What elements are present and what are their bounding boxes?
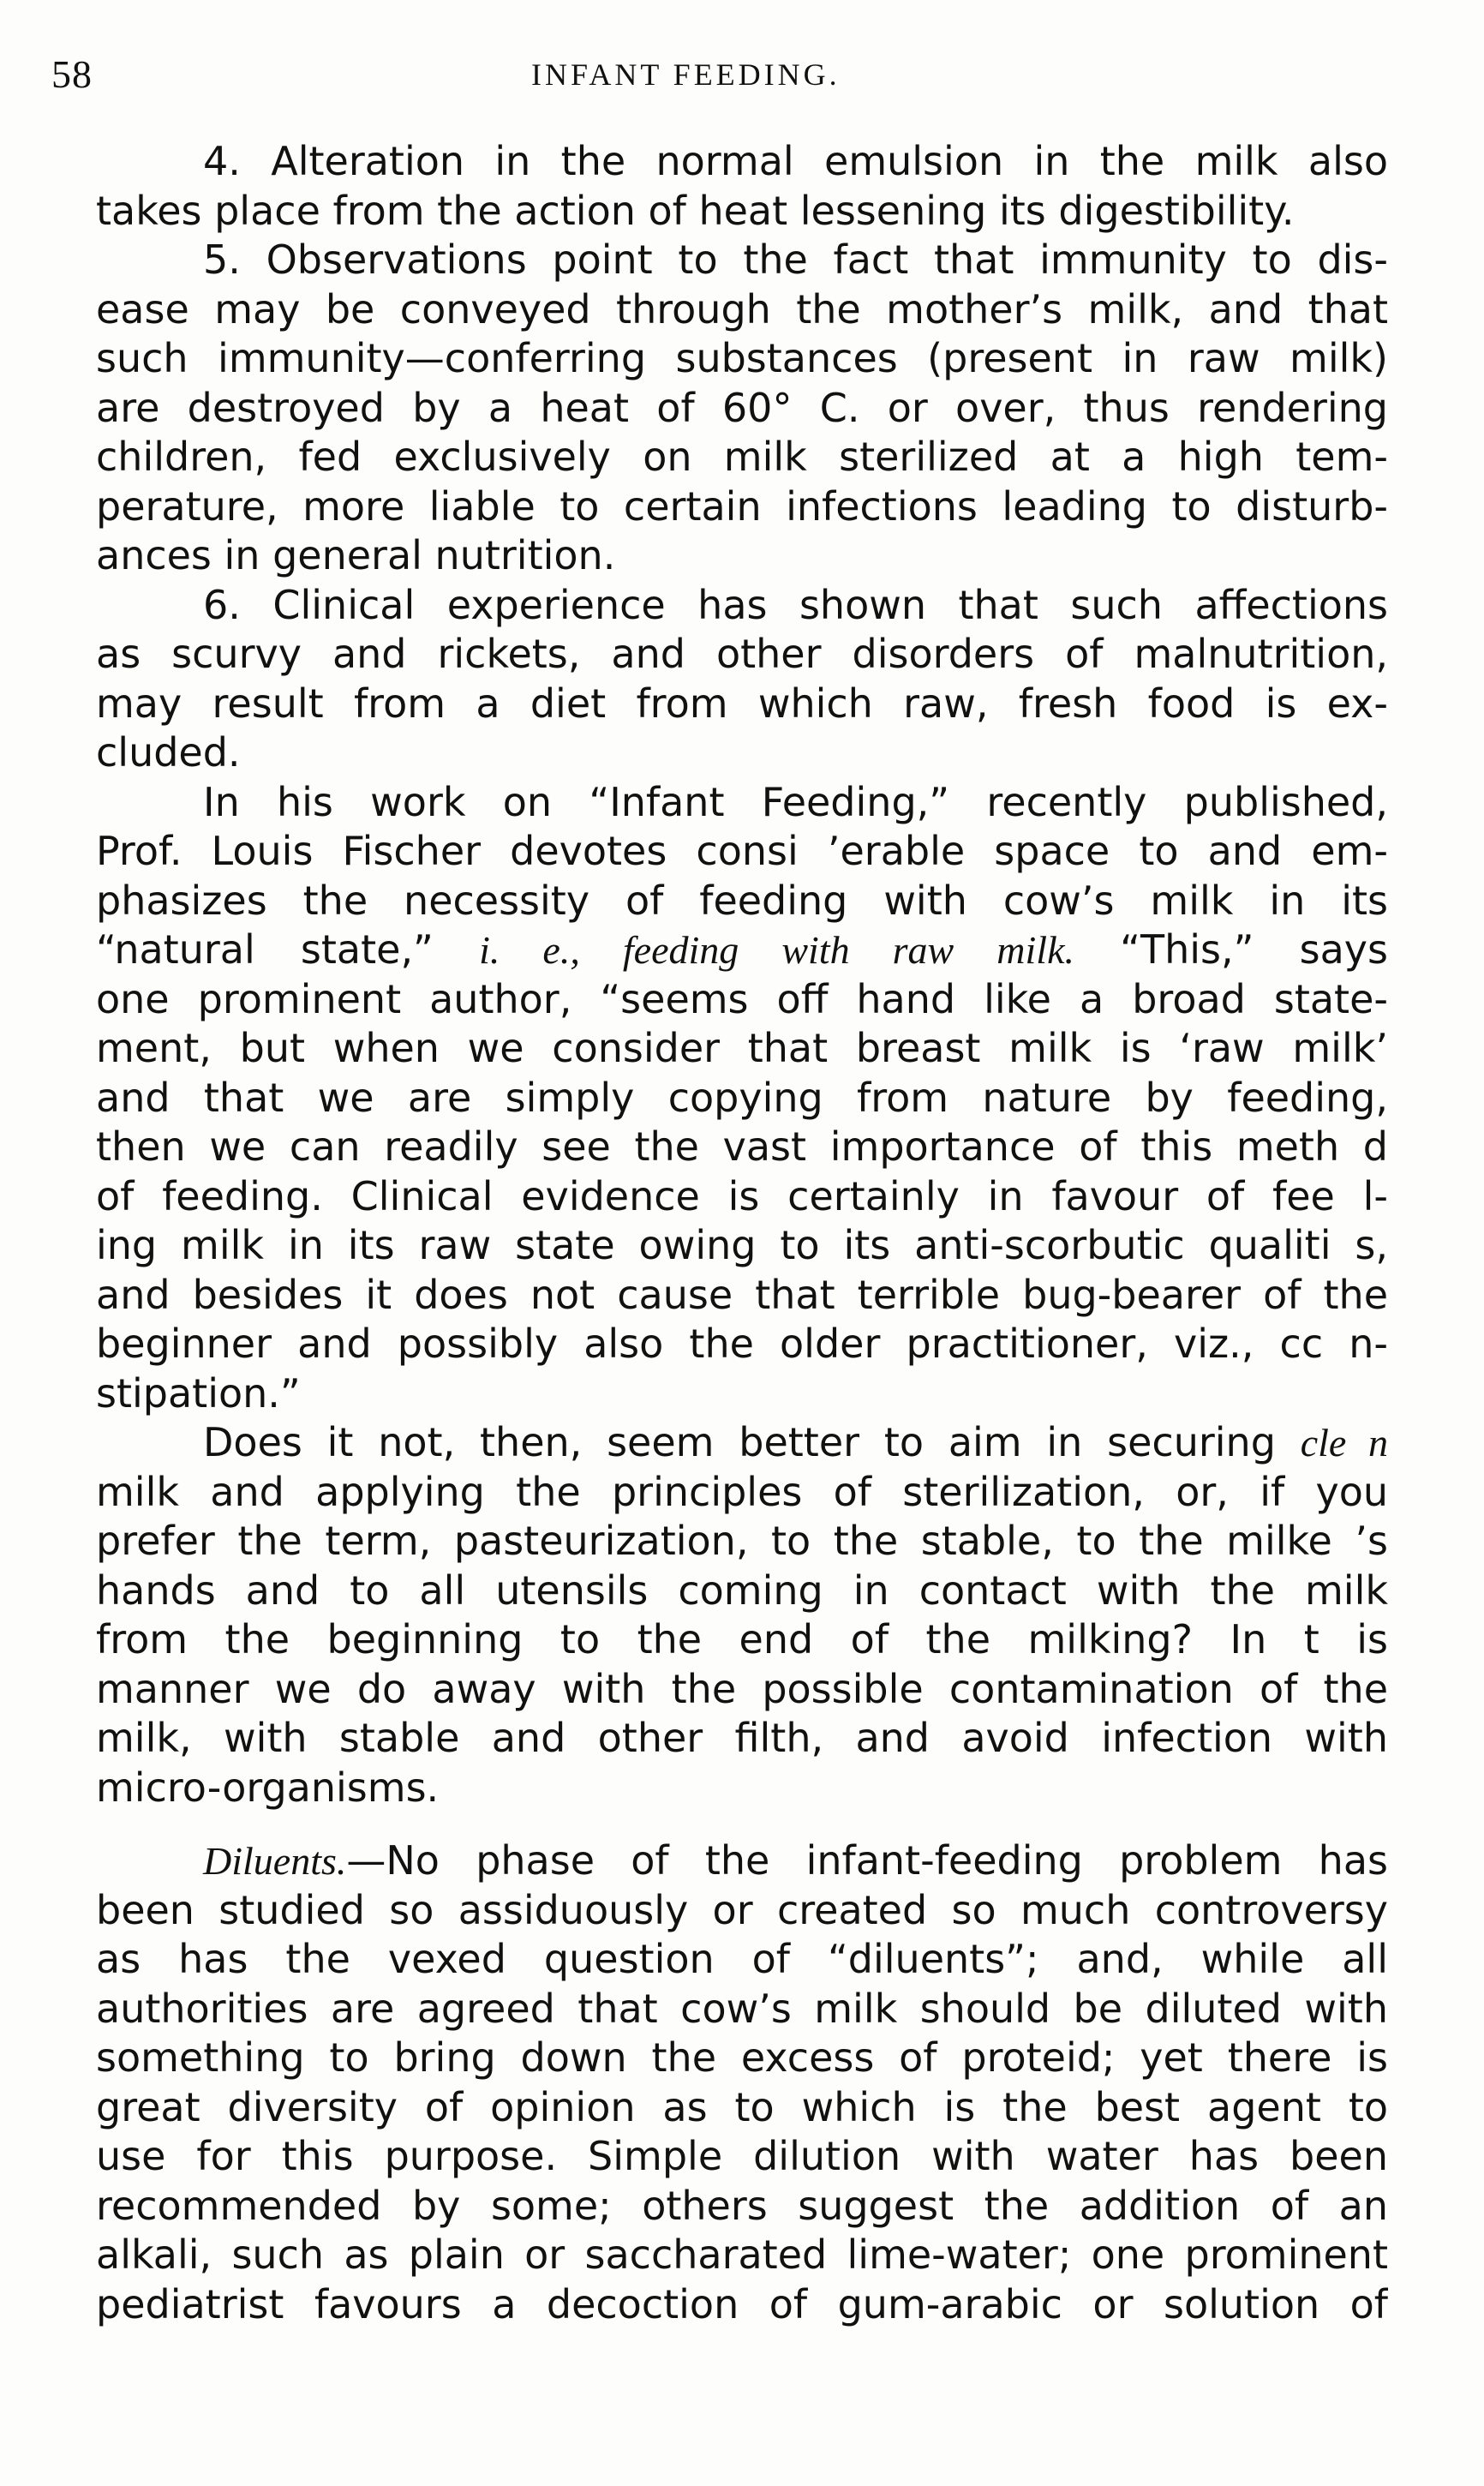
text-fragment: “This,” says [1074, 926, 1388, 973]
paragraph-4 [96, 137, 1388, 236]
text-line: been studied so assiduously or created so much controversy [96, 1886, 1388, 1933]
text-fragment: Does it not, then, seem better to aim in securing [203, 1419, 1301, 1465]
text-line: children, fed exclusively on milk sterilized at a high tem- [96, 434, 1388, 480]
text-line: beginner and possibly also the older practitioner, viz., cc n- [96, 1321, 1388, 1367]
paragraph-5 [96, 236, 1388, 581]
text-line: something to bring down the excess of proteid; yet there is [96, 2034, 1388, 2081]
paragraph-6 [96, 581, 1388, 778]
text-line: and that we are simply copying from nature by feeding, [96, 1074, 1388, 1121]
text-fragment: “natural state,” [96, 926, 480, 973]
text-line: 5. Observations point to the fact that immunity to dis- [203, 237, 1388, 283]
paragraph-fischer [96, 778, 1388, 1419]
text-line: great diversity of opinion as to which is the best agent to [96, 2083, 1388, 2130]
text-line: from the beginning to the end of the milking? In t is [96, 1616, 1388, 1662]
page-body [96, 137, 1388, 2329]
text-line: such immunity—conferring substances (present in raw milk) [96, 335, 1388, 381]
text-line: manner we do away with the possible contamination of the [96, 1665, 1388, 1712]
text-line: phasizes the necessity of feeding with cow’s milk in its [96, 877, 1388, 924]
section-heading: Diluents. [203, 1839, 347, 1883]
text-line: milk and applying the principles of sterilization, or, if you [96, 1468, 1388, 1515]
text-line: and besides it does not cause that terrible bug-bearer of the [96, 1271, 1388, 1318]
text-line: recommended by some; others suggest the addition of an [96, 2182, 1388, 2229]
text-line-with-heading [96, 1836, 1388, 1886]
italic-fragment: cle n [1300, 1421, 1388, 1465]
text-line-with-italic [96, 1418, 1388, 1468]
text-fragment: —No phase of the infant-feeding problem has [346, 1837, 1388, 1884]
text-line: ances in general nutrition. [96, 532, 616, 578]
text-line-with-italic [96, 926, 1388, 975]
text-line: may result from a diet from which raw, fresh food is ex- [96, 680, 1388, 727]
text-line: alkali, such as plain or saccharated lime-water; one prominent [96, 2231, 1388, 2278]
text-line: Prof. Louis Fischer devotes consi ’erable space to and em- [96, 828, 1388, 874]
text-line: perature, more liable to certain infections leading to disturb- [96, 482, 1388, 530]
text-line: authorities are agreed that cow’s milk should be diluted with [96, 1985, 1388, 2032]
text-line: ease may be conveyed through the mother’s milk, and that [96, 285, 1388, 332]
page-header [51, 51, 1388, 103]
text-line: use for this purpose. Simple dilution with water has been [96, 2133, 1388, 2179]
running-head: INFANT FEEDING. [531, 57, 841, 92]
text-line: 6. Clinical experience has shown that such affections [203, 581, 1388, 628]
text-line: then we can readily see the vast importance of this meth d [96, 1123, 1388, 1170]
text-line: stipation.” [96, 1369, 301, 1417]
text-line: takes place from the action of heat lessening its digestibility. [96, 187, 1295, 234]
text-line: milk, with stable and other filth, and avoid infection with [96, 1715, 1388, 1761]
text-line: micro-organisms. [96, 1764, 440, 1811]
text-line: In his work on “Infant Feeding,” recently published, [203, 778, 1388, 825]
text-line: hands and to all utensils coming in contact with the milk [96, 1566, 1388, 1614]
text-line: are destroyed by a heat of 60° C. or over, thus rendering [96, 384, 1388, 431]
text-line: as has the vexed question of “diluents”; and, while all [96, 1936, 1388, 1982]
text-line: as scurvy and rickets, and other disorders of malnutrition, [96, 631, 1388, 677]
text-line: pediatrist favours a decoction of gum-arabic or solution of [96, 2280, 1388, 2327]
paragraph-diluents [96, 1836, 1388, 2329]
text-line: ing milk in its raw state owing to its anti-scorbutic qualiti s, [96, 1222, 1388, 1268]
page-number: 58 [51, 52, 93, 96]
text-line: cluded. [96, 729, 241, 776]
text-line: 4. Alteration in the normal emulsion in the milk also [203, 138, 1388, 184]
text-line: of feeding. Clinical evidence is certainly in favour of fee l- [96, 1172, 1388, 1219]
text-line: ment, but when we consider that breast milk is ‘raw milk’ [96, 1025, 1388, 1071]
section-gap [96, 1812, 1388, 1836]
italic-fragment: i. e., feeding with raw milk. [479, 928, 1074, 972]
text-line: prefer the term, pasteurization, to the stable, to the milke ’s [96, 1518, 1388, 1564]
text-line: one prominent author, “seems off hand like a broad state- [96, 975, 1388, 1022]
paragraph-clean-milk [96, 1418, 1388, 1812]
